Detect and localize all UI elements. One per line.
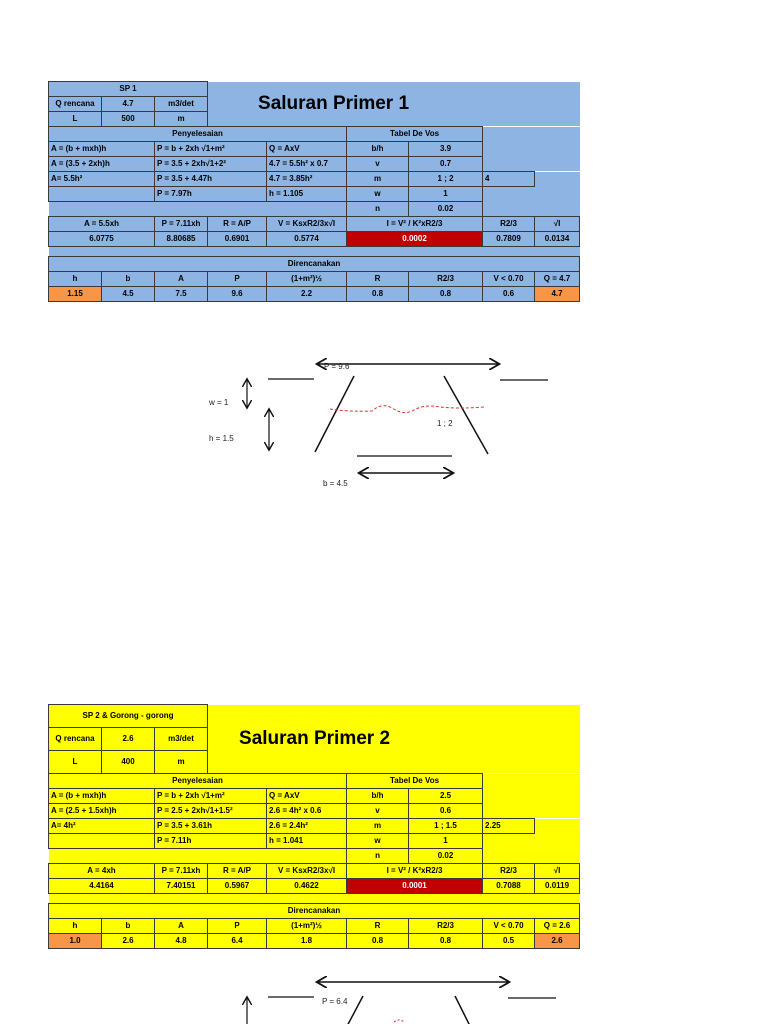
- sp1-blank: [155, 202, 267, 217]
- sp2-blank: [535, 819, 580, 834]
- sp2-cell: [49, 834, 155, 849]
- sp2-q-value: 2.6: [102, 728, 155, 751]
- sp1-cell: Q = AxV: [267, 142, 347, 157]
- sp1-dir-value: 4.5: [102, 287, 155, 302]
- sp1-dir-value: 9.6: [208, 287, 267, 302]
- sp1-q-unit: m3/det: [155, 97, 208, 112]
- sp2-penyelesaian: Penyelesaian: [49, 774, 347, 789]
- sp1-dir-q-value: 4.7: [535, 287, 580, 302]
- sp2-blank: [483, 834, 580, 849]
- sp2-calc-header: √I: [535, 864, 580, 879]
- sp1-dir-value: 7.5: [155, 287, 208, 302]
- sp1-l-unit: m: [155, 112, 208, 127]
- sp2-dir-header: (1+m²)½: [267, 919, 347, 934]
- sp2-cell: w: [347, 834, 409, 849]
- sp1-calc-header: V = KsxR2/3x√I: [267, 217, 347, 232]
- sp2-calc-header: P = 7.11xh: [155, 864, 208, 879]
- sp1-cell: h = 1.105: [267, 187, 347, 202]
- sp2-dir-value: 2.6: [102, 934, 155, 949]
- sp2-dir-header: b: [102, 919, 155, 934]
- sp1-dir-value: 0.8: [347, 287, 409, 302]
- sp2-cell: A= 4h²: [49, 819, 155, 834]
- sp2-cell: P = 2.5 + 2xh√1+1.5²: [155, 804, 267, 819]
- sp2-calc-header: A = 4xh: [49, 864, 155, 879]
- sp2-cell: 2.6 = 4h² x 0.6: [267, 804, 347, 819]
- sp2-calc-value: 0.5967: [208, 879, 267, 894]
- sp1-dir-header: (1+m²)½: [267, 272, 347, 287]
- sp1-calc-header: R = A/P: [208, 217, 267, 232]
- sp1-cell: P = b + 2xh √1+m²: [155, 142, 267, 157]
- sp1-dir-h-value: 1.15: [49, 287, 102, 302]
- sp1-cell: 1 ; 2: [409, 172, 483, 187]
- sp1-dir-value: 0.8: [409, 287, 483, 302]
- sp1-cell: b/h: [347, 142, 409, 157]
- sp1-cell: 1: [409, 187, 483, 202]
- sp1-calc-value: 0.5774: [267, 232, 347, 247]
- sp2-calc-header: R2/3: [483, 864, 535, 879]
- sketch1-bed-width-label: b = 4.5: [323, 479, 348, 488]
- sp2-cell: m: [347, 819, 409, 834]
- sp2-calc-value: 7.40151: [155, 879, 208, 894]
- sp2-dir-value: 1.8: [267, 934, 347, 949]
- sp1-dir-header: V < 0.70: [483, 272, 535, 287]
- sp1-blank: [483, 202, 580, 217]
- sp2-dir-h-value: 1.0: [49, 934, 102, 949]
- sp1-dir-value: 0.6: [483, 287, 535, 302]
- sp1-dir-header: R2/3: [409, 272, 483, 287]
- sp2-cell: P = b + 2xh √1+m²: [155, 789, 267, 804]
- sp2-dir-q-value: 2.6: [535, 934, 580, 949]
- sp1-cell: w: [347, 187, 409, 202]
- sp2-cell: 2.5: [409, 789, 483, 804]
- sp1-dir-header: R: [347, 272, 409, 287]
- sp2-spacer: [49, 894, 580, 904]
- sp2-calc-header: V = KsxR2/3x√I: [267, 864, 347, 879]
- sp1-title: Saluran Primer 1: [208, 82, 580, 127]
- sp2-cell: P = 3.5 + 3.61h: [155, 819, 267, 834]
- sketch1-perimeter-label: P = 9.6: [324, 362, 350, 371]
- sp2-title: Saluran Primer 2: [208, 705, 580, 774]
- sp1-cell: 4.7 = 3.85h²: [267, 172, 347, 187]
- channel-sketch-2: [0, 970, 768, 1024]
- sp2-l-unit: m: [155, 751, 208, 774]
- sp1-table: [48, 81, 580, 302]
- sp2-cell: Q = AxV: [267, 789, 347, 804]
- sp2-slope-result: 0.0001: [347, 879, 483, 894]
- sp1-cell: v: [347, 157, 409, 172]
- sp1-cell: [49, 187, 155, 202]
- sp1-cell: 3.9: [409, 142, 483, 157]
- sp2-cell: 0.6: [409, 804, 483, 819]
- sp2-cell: n: [347, 849, 409, 864]
- channel-sketch-1: [0, 350, 768, 500]
- sp1-calc-value: 8.80685: [155, 232, 208, 247]
- sp2-dir-value: 6.4: [208, 934, 267, 949]
- sketch1-freeboard-label: w = 1: [209, 398, 229, 407]
- left-slope-line: [315, 376, 354, 452]
- sp2-header: SP 2 & Gorong - gorong: [49, 705, 208, 728]
- sp2-cell: b/h: [347, 789, 409, 804]
- sp2-cell: P = 7.11h: [155, 834, 267, 849]
- sp2-calc-value: 4.4164: [49, 879, 155, 894]
- sp1-cell: 0.02: [409, 202, 483, 217]
- sp1-calc-header: R2/3: [483, 217, 535, 232]
- sp1-cell: 4.7 = 5.5h² x 0.7: [267, 157, 347, 172]
- sp1-l-value: 500: [102, 112, 155, 127]
- sp1-calc-value: 0.0134: [535, 232, 580, 247]
- sp1-dir-header: h: [49, 272, 102, 287]
- sp2-cell: 0.02: [409, 849, 483, 864]
- sp2-dir-value: 0.8: [409, 934, 483, 949]
- sp2-dir-header: Q = 2.6: [535, 919, 580, 934]
- sp1-direncanakan: Direncanakan: [49, 257, 580, 272]
- sp1-cell: A = (3.5 + 2xh)h: [49, 157, 155, 172]
- sp1-tabel-de-vos: Tabel De Vos: [347, 127, 483, 142]
- sp1-cell: n: [347, 202, 409, 217]
- sp2-calc-value: 0.4622: [267, 879, 347, 894]
- sketch1-slope-label: 1 ; 2: [437, 419, 453, 428]
- sp2-side-value: 2.25: [483, 819, 535, 834]
- sp2-dir-value: 4.8: [155, 934, 208, 949]
- sp1-cell: P = 7.97h: [155, 187, 267, 202]
- sp1-blank: [483, 157, 580, 172]
- sp1-dir-header: b: [102, 272, 155, 287]
- sp1-cell: P = 3.5 + 2xh√1+2²: [155, 157, 267, 172]
- sp1-calc-header: A = 5.5xh: [49, 217, 155, 232]
- sp2-cell: 1 ; 1.5: [409, 819, 483, 834]
- sp1-cell: A= 5.5h²: [49, 172, 155, 187]
- sp1-cell: A = (b + mxh)h: [49, 142, 155, 157]
- sp2-dir-header: A: [155, 919, 208, 934]
- sp1-blank: [535, 172, 580, 187]
- sp1-dir-header: P: [208, 272, 267, 287]
- sp2-calc-header: I = V² / K²xR2/3: [347, 864, 483, 879]
- sketch2-perimeter-label: P = 6.4: [322, 997, 348, 1006]
- sp1-side-value: 4: [483, 172, 535, 187]
- sp2-cell: h = 1.041: [267, 834, 347, 849]
- sp1-q-label: Q rencana: [49, 97, 102, 112]
- sp1-calc-header: I = V² / K²xR2/3: [347, 217, 483, 232]
- sketch1-depth-label: h = 1.5: [209, 434, 234, 443]
- sp2-blank: [49, 849, 155, 864]
- sp2-cell: v: [347, 804, 409, 819]
- sp2-q-unit: m3/det: [155, 728, 208, 751]
- sp1-penyelesaian: Penyelesaian: [49, 127, 347, 142]
- right-slope-line: [444, 376, 488, 454]
- sp2-blank: [483, 774, 580, 804]
- sp2-q-label: Q rencana: [49, 728, 102, 751]
- sp1-dir-header: Q = 4.7: [535, 272, 580, 287]
- water-level-line: [394, 1020, 404, 1022]
- sp2-dir-header: V < 0.70: [483, 919, 535, 934]
- sp2-dir-header: h: [49, 919, 102, 934]
- sp1-q-value: 4.7: [102, 97, 155, 112]
- sp2-cell: 2.6 = 2.4h²: [267, 819, 347, 834]
- right-slope-line: [455, 996, 472, 1024]
- sp2-cell: A = (2.5 + 1.5xh)h: [49, 804, 155, 819]
- sp1-calc-header: P = 7.11xh: [155, 217, 208, 232]
- sp1-calc-header: √I: [535, 217, 580, 232]
- sp2-cell: 1: [409, 834, 483, 849]
- sp2-calc-value: 0.0119: [535, 879, 580, 894]
- sp2-sheet: [48, 704, 579, 949]
- sp1-calc-value: 0.7809: [483, 232, 535, 247]
- sp2-tabel-de-vos: Tabel De Vos: [347, 774, 483, 789]
- sp1-blank: [483, 127, 580, 157]
- sp2-table: [48, 704, 580, 949]
- sp1-slope-result: 0.0002: [347, 232, 483, 247]
- sp2-calc-header: R = A/P: [208, 864, 267, 879]
- sp1-header: SP 1: [49, 82, 208, 97]
- sp1-calc-value: 6.0775: [49, 232, 155, 247]
- sp1-spacer: [49, 247, 580, 257]
- sp2-dir-value: 0.5: [483, 934, 535, 949]
- sp1-blank: [483, 187, 580, 202]
- sp1-dir-value: 2.2: [267, 287, 347, 302]
- sp2-dir-value: 0.8: [347, 934, 409, 949]
- sp1-blank: [49, 202, 155, 217]
- sp2-calc-value: 0.7088: [483, 879, 535, 894]
- sp2-dir-header: P: [208, 919, 267, 934]
- sp2-blank: [155, 849, 267, 864]
- sp1-cell: P = 3.5 + 4.47h: [155, 172, 267, 187]
- sp2-cell: A = (b + mxh)h: [49, 789, 155, 804]
- sp2-direncanakan: Direncanakan: [49, 904, 580, 919]
- sp2-blank: [483, 849, 580, 864]
- sp2-blank: [267, 849, 347, 864]
- sp1-l-label: L: [49, 112, 102, 127]
- sp2-dir-header: R: [347, 919, 409, 934]
- left-slope-line: [345, 996, 363, 1024]
- sp1-cell: 0.7: [409, 157, 483, 172]
- sp2-l-label: L: [49, 751, 102, 774]
- sp1-blank: [267, 202, 347, 217]
- sp2-l-value: 400: [102, 751, 155, 774]
- sp2-dir-header: R2/3: [409, 919, 483, 934]
- sp1-cell: m: [347, 172, 409, 187]
- sp1-sheet: [48, 81, 579, 302]
- sp1-calc-value: 0.6901: [208, 232, 267, 247]
- sp2-blank: [483, 804, 580, 819]
- sp1-dir-header: A: [155, 272, 208, 287]
